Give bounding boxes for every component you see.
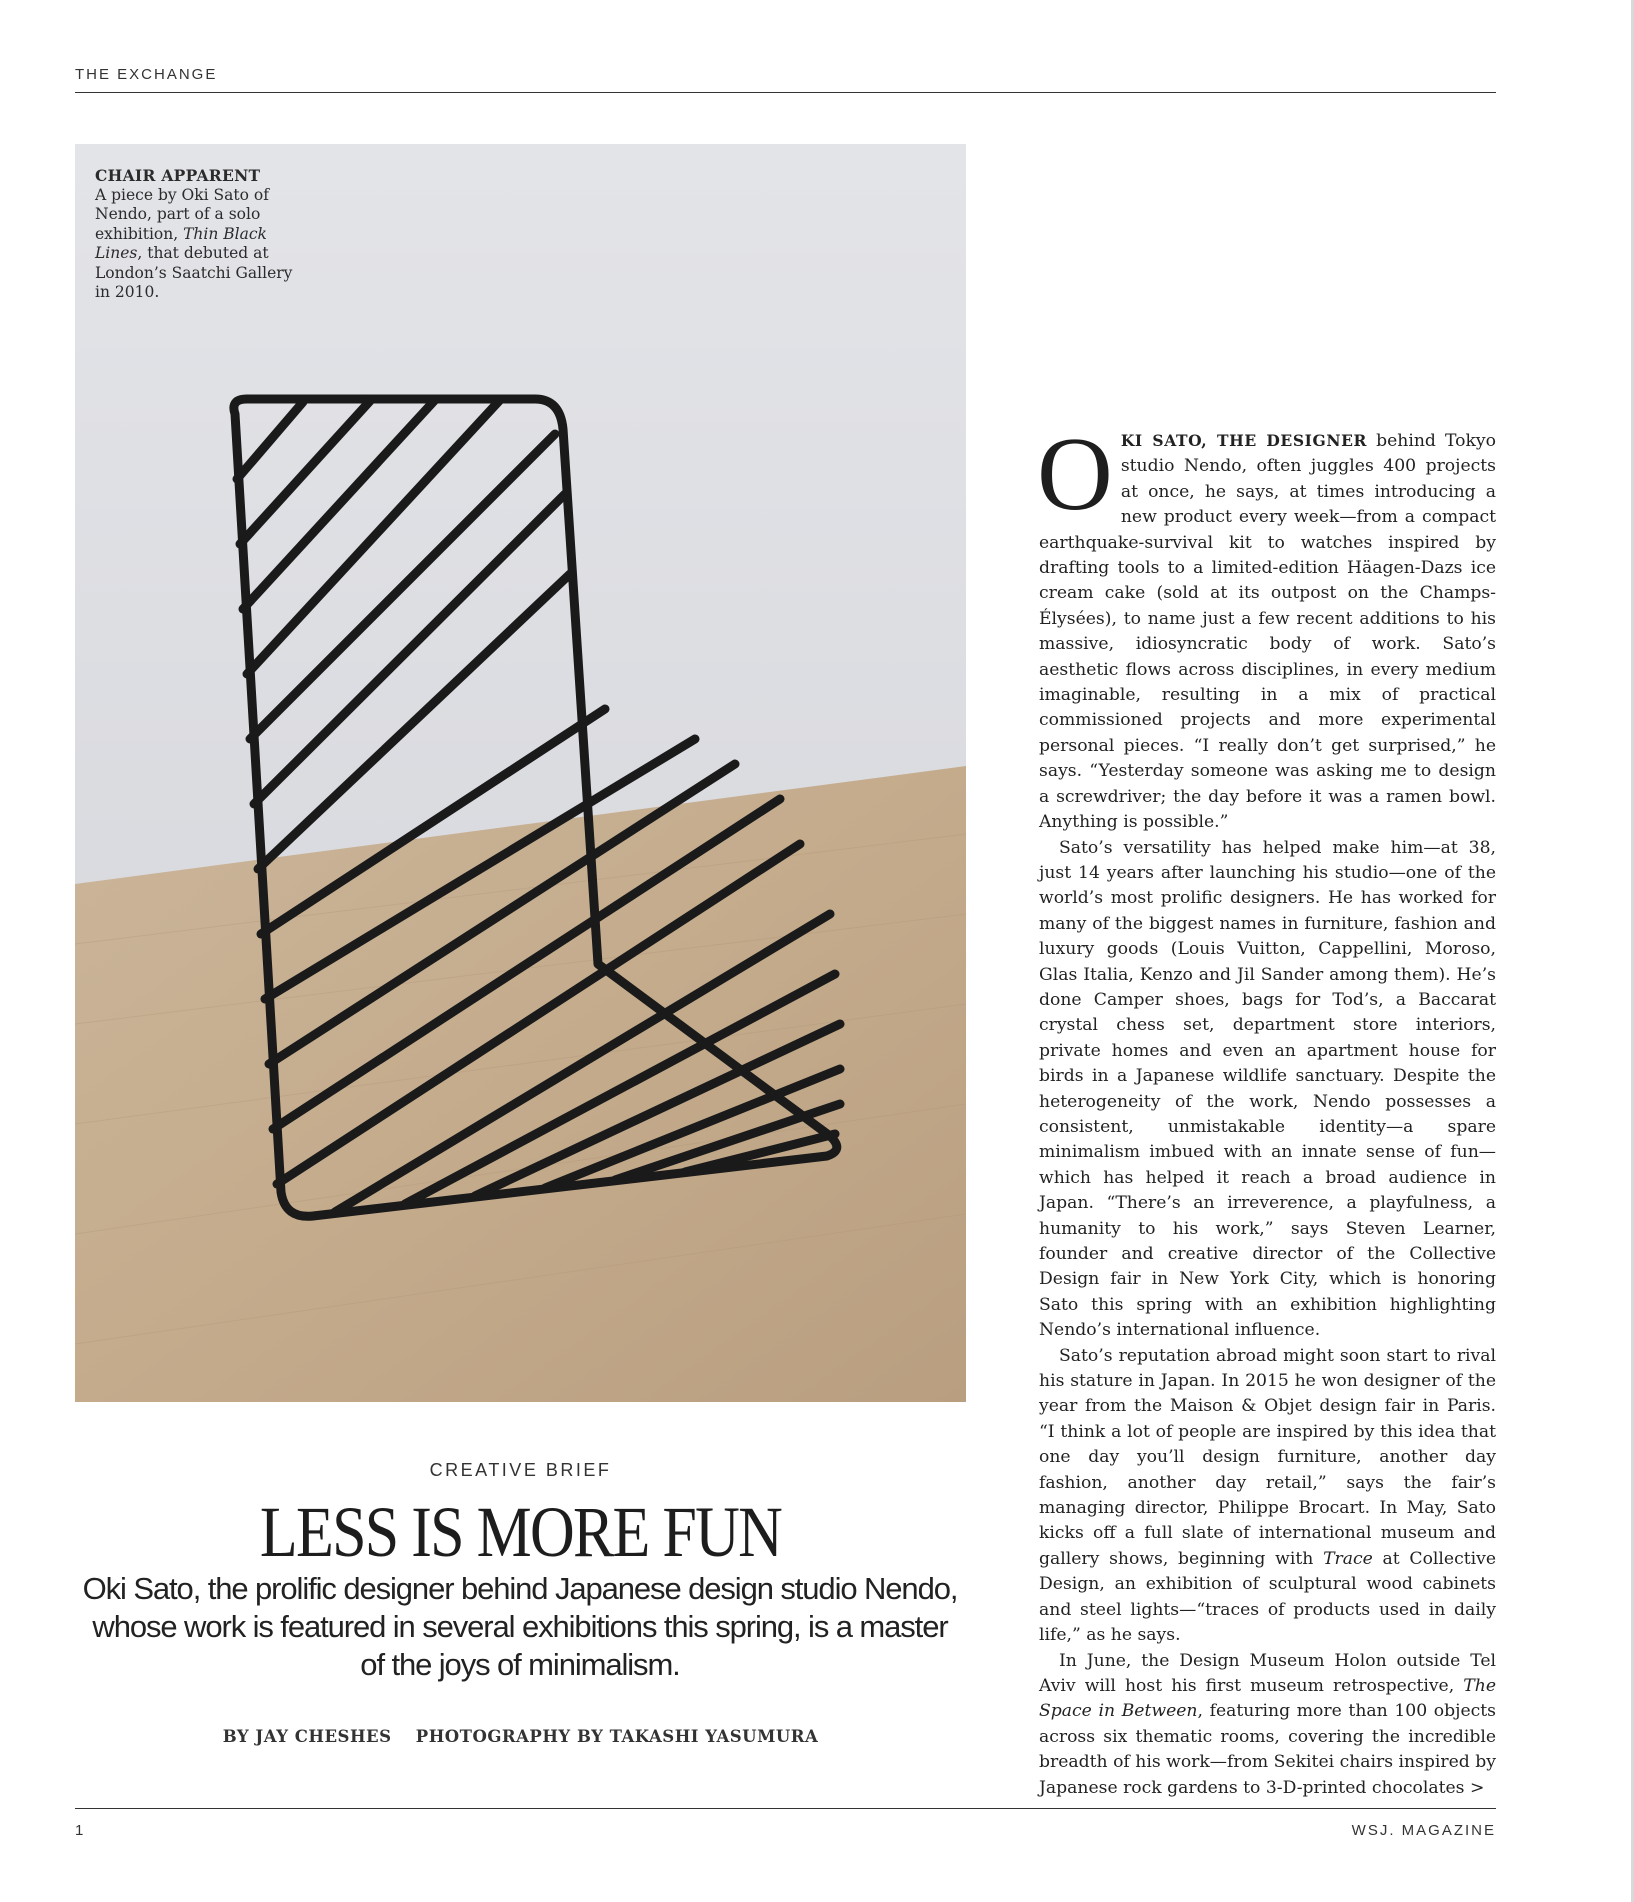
article-paragraph [1037,415,1496,836]
chair-photo [75,144,966,1402]
photo-caption [95,166,305,303]
paragraph-text: In June, the Design Museum Holon outside Tel Aviv will host his first museum retrospective, [1039,1650,1496,1696]
caption-segment: , that debuted at London’s Saatchi Gallery in 2010. [95,244,293,301]
italic-title: The Space in Between [1039,1675,1496,1722]
story-kicker: CREATIVE BRIEF [429,1460,612,1480]
paragraph-text: Sato’s reputation abroad might soon start to rival his stature in Japan. In 2015 he won designer of the year from the Maison & Objet design fair in Paris. “I think a lot of people are inspired by this idea that one day you’ll design furniture, another day fashion, another day retail,” says the fair’s managing director, Philippe Brocart. In May, Sato kicks off a full slate of international museum and gallery shows, beginning with [1039,1345,1496,1569]
magazine-name: WSJ. MAGAZINE [1351,1822,1496,1839]
headline: LESS IS MORE FUN [259,1492,782,1572]
article-body [1037,415,1497,1801]
top-divider [75,92,1496,93]
bottom-divider [75,1808,1496,1809]
article-paragraph [1039,836,1496,1344]
caption-title: CHAIR APPARENT [95,166,261,185]
section-label: THE EXCHANGE [75,66,218,83]
paragraph-text: Sato’s versatility has helped make him—at 38, just 14 years after launching his studio—one of the world’s most prolific designers. He has worked for many of the biggest names in furniture, fashion and luxury goods (Louis Vuitton, Cappellini, Moroso, Glas Italia, Kenzo and Jil Sander among them). He’s done Camper shoes, bags for Tod’s, a Baccarat crystal chess set, department store interiors, private homes and even an apartment house for birds in a Japanese wildlife sanctuary. Despite the heterogeneity of the work, Nendo possesses a consistent, unmistakable identity—a spare minimalism imbued with an innate sense of fun—which has helped it reach a broad audience in Japan. “There’s an irreverence, a playfulness, a humanity to his work,” says Steven Learner, founder and creative director of the Collective Design fair in New York City, which is honoring Sato this spring with an exhibition highlighting Nendo’s international influence. [1039,837,1496,1341]
caption-segment: A piece by Oki Sato of Nendo, part of a solo exhibition, [95,185,269,243]
article-paragraph [1039,1649,1496,1801]
lead-in: KI SATO, THE DESIGNER [1120,431,1367,450]
byline [75,1727,966,1746]
paragraph-text: behind Tokyo studio Nendo, often juggles 400 projects at once, he says, at times introducing a new product every week—from a compact earthquake-survival kit to watches inspired by drafting tools to a limited-edition Häagen-Dazs ice cream cake (sold at its outpost on the Champs-Élysées), to name just a few recent additions to his massive, idiosyncratic body of work. Sato’s aesthetic flows across disciplines, in every medium imaginable, resulting in a mix of practical commissioned projects and more experimental personal pieces. “I really don’t get surprised,” he says. “Yesterday someone was asking me to design a screwdriver; the day before it was a ramen bowl. Anything is possible.” [1039,431,1496,833]
dek: Oki Sato, the prolific designer behind Japanese design studio Nendo, whose work is featured in several exhibitions this spring, is a master of the joys of minimalism. [82,1571,958,1682]
byline-author: BY JAY CHESHES [222,1727,392,1746]
wire-chair-illustration [75,144,966,1402]
paragraph-text: , featuring more than 100 objects across six thematic rooms, covering the incredible breadth of his work—from Sekitei chairs inspired by Japanese rock gardens to 3-D-printed chocolates > [1039,1701,1496,1798]
article-paragraph [1039,1344,1496,1649]
byline-photographer: PHOTOGRAPHY BY TAKASHI YASUMURA [415,1727,819,1746]
italic-title: Trace [1323,1548,1373,1569]
caption-segment: Thin Black Lines [95,224,267,262]
drop-cap: O [1037,415,1113,532]
caption-text [95,186,305,303]
page-number: 1 [75,1822,84,1839]
paragraph-text: at Collective Design, an exhibition of sculptural wood cabinets and steel lights—“traces of products used in daily life,” as he says. [1039,1548,1497,1646]
